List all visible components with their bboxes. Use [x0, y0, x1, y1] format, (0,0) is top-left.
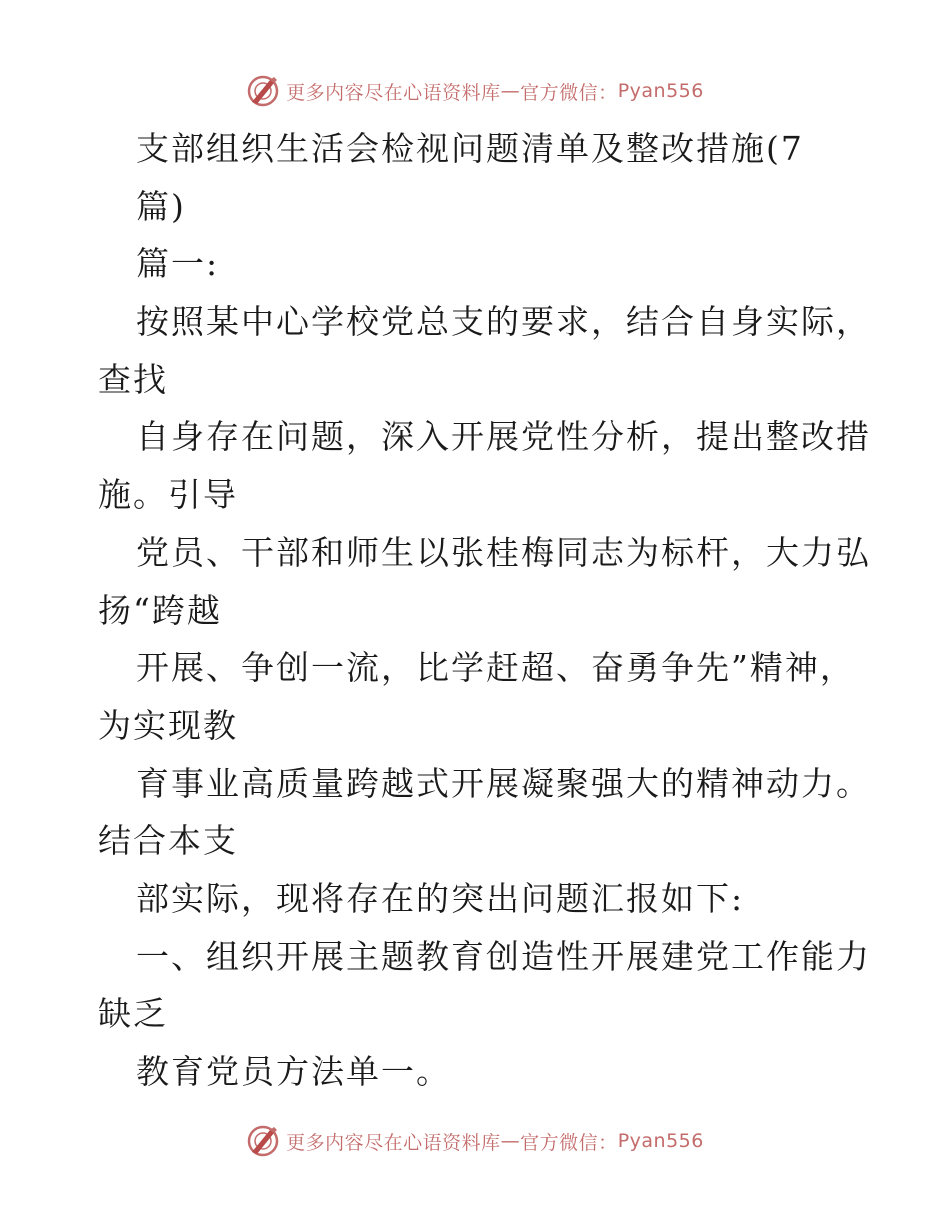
text-line: 为实现教: [98, 705, 238, 745]
watermark-separator: —: [500, 80, 521, 102]
pen-logo-icon: [246, 1124, 280, 1158]
text-line: 开展、争创一流，比学赶超、奋勇争先”精神，: [136, 648, 855, 688]
text-line: 教育党员方法单一。: [136, 1052, 451, 1091]
watermark-banner-top: [0, 72, 950, 110]
watermark-banner-bottom: [0, 1122, 950, 1160]
text-line: 部实际，现将存在的突出问题汇报如下:: [136, 878, 745, 918]
text-line: 党员、干部和师生以张桂梅同志为标杆，大力弘: [136, 532, 871, 572]
text-line: 查找: [98, 359, 168, 399]
text-line: 自身存在问题，深入开展党性分析，提出整改措: [136, 417, 871, 457]
text-line: 缺乏: [98, 994, 168, 1034]
text-line: 扬“跨越: [98, 590, 222, 630]
watermark-wechat-label: 官方微信：: [520, 1131, 618, 1154]
text-line: 篇一:: [136, 244, 220, 284]
text-line: 一、组织开展主题教育创造性开展建党工作能力: [136, 936, 871, 976]
text-line: 按照某中心学校党总支的要求，结合自身实际，: [136, 302, 871, 342]
watermark-separator: —: [500, 1130, 521, 1152]
watermark-wechat-label: 官方微信：: [520, 81, 618, 104]
pen-logo-icon: [246, 74, 280, 108]
watermark-account: Pyan556: [617, 1130, 704, 1152]
text-line: 篇): [136, 186, 186, 226]
text-line: 支部组织生活会检视问题清单及整改措施(7: [136, 129, 804, 168]
document-body: [98, 120, 871, 1101]
text-line: 结合本支: [98, 821, 238, 861]
watermark-title: 更多内容尽在心语资料库: [286, 81, 501, 104]
watermark-title: 更多内容尽在心语资料库: [286, 1131, 501, 1154]
text-line: 施。引导: [98, 475, 238, 515]
text-line: 育事业高质量跨越式开展凝聚强大的精神动力。: [136, 763, 871, 803]
watermark-account: Pyan556: [617, 80, 704, 102]
